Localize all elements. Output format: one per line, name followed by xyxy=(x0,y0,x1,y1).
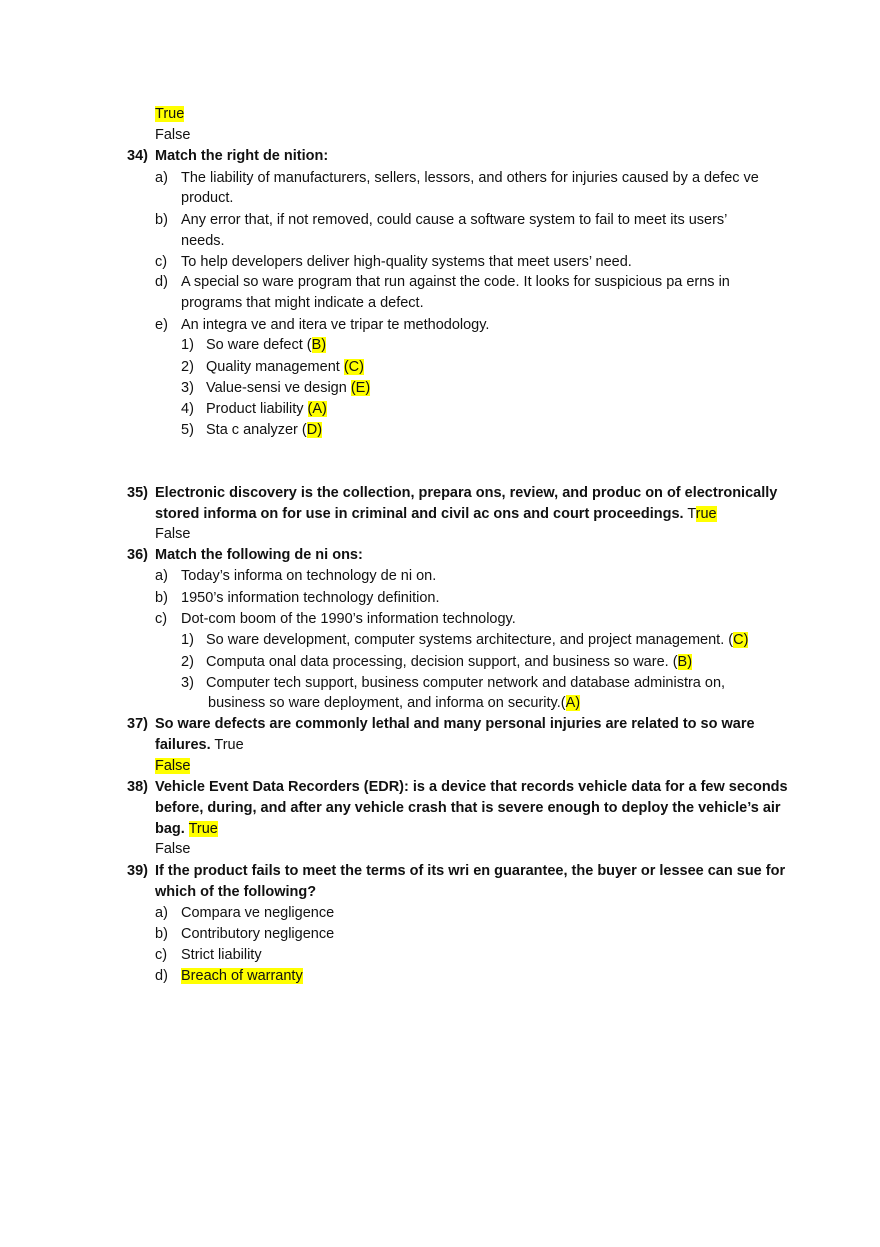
term-item: Product liability (A) xyxy=(206,401,327,417)
definition-letter: b) xyxy=(155,590,168,606)
definition-text: An integra ve and itera ve tripar te methodology. xyxy=(181,317,490,333)
option-text: Strict liability xyxy=(181,947,262,963)
option-false: False xyxy=(155,526,191,542)
option-text: Contributory negligence xyxy=(181,926,335,942)
question-34-text: Match the right de nition: xyxy=(155,148,329,164)
definition-letter: b) xyxy=(155,212,168,228)
option-false-answer: False xyxy=(155,758,191,774)
definition-text: The liability of manufacturers, sellers, lessors, and others for injuries caused by a defec ve xyxy=(181,170,759,186)
option-false: False xyxy=(155,841,191,857)
option-true-answer: True xyxy=(155,106,185,122)
definition-text: Dot-com boom of the 1990’s information technology. xyxy=(181,611,516,627)
definition-text: Today’s informa on technology de ni on. xyxy=(181,568,437,584)
option-text-answer: Breach of warranty xyxy=(181,968,303,984)
definition-letter: a) xyxy=(155,568,168,584)
definition-text-cont: needs. xyxy=(181,233,225,249)
option-letter: b) xyxy=(155,926,168,942)
question-number: 35) xyxy=(127,485,148,501)
term-number: 1) xyxy=(181,337,194,353)
term-number: 1) xyxy=(181,632,194,648)
question-38-text-end: bag. True xyxy=(155,821,218,837)
answer-highlight: D) xyxy=(306,422,323,438)
answer-highlight: (A) xyxy=(307,401,327,417)
term-number: 3) xyxy=(181,675,194,691)
term-item: Quality management (C) xyxy=(206,359,364,375)
definition-letter: c) xyxy=(155,254,168,270)
term-item: Sta c analyzer (D) xyxy=(206,422,323,438)
option-letter: c) xyxy=(155,947,168,963)
term-item: Computa onal data processing, decision support, and business so ware. (B) xyxy=(206,654,693,670)
term-item: Computer tech support, business computer network and database administra on, xyxy=(206,675,726,691)
definition-letter: e) xyxy=(155,317,168,333)
term-item-cont: business so ware deployment, and informa on security.(A) xyxy=(208,695,581,711)
term-number: 5) xyxy=(181,422,194,438)
question-39-text-cont: which of the following? xyxy=(155,884,317,900)
question-35-text: Electronic discovery is the collection, prepara ons, review, and produc on of electronically xyxy=(155,485,778,501)
question-number: 34) xyxy=(127,148,148,164)
answer-highlight: B) xyxy=(311,337,327,353)
definition-letter: a) xyxy=(155,170,168,186)
term-number: 2) xyxy=(181,359,194,375)
term-item: So ware defect (B) xyxy=(206,337,327,353)
term-number: 2) xyxy=(181,654,194,670)
question-number: 38) xyxy=(127,779,148,795)
term-item: Value-sensi ve design (E) xyxy=(206,380,371,396)
option-letter: a) xyxy=(155,905,168,921)
question-36-text: Match the following de ni ons: xyxy=(155,547,363,563)
option-text: Compara ve negligence xyxy=(181,905,335,921)
answer-highlight: B) xyxy=(677,654,693,670)
question-35-text-cont: stored informa on for use in criminal and civil ac ons and court proceedings. True xyxy=(155,506,717,522)
option-letter: d) xyxy=(155,968,168,984)
question-38-text: Vehicle Event Data Recorders (EDR): is a device that records vehicle data for a few seconds xyxy=(155,779,788,795)
question-37-text-cont: failures. True xyxy=(155,737,244,753)
definition-text: A special so ware program that run against the code. It looks for suspicious pa erns in xyxy=(181,274,730,290)
definition-letter: d) xyxy=(155,274,168,290)
answer-highlight: True xyxy=(188,821,218,837)
answer-highlight: (E) xyxy=(350,380,371,396)
definition-text: 1950’s information technology definition. xyxy=(181,590,440,606)
question-37-text: So ware defects are commonly lethal and many personal injuries are related to so ware xyxy=(155,716,755,732)
question-number: 37) xyxy=(127,716,148,732)
question-38-text-cont: before, during, and after any vehicle crash that is severe enough to deploy the vehicle’s air xyxy=(155,800,781,816)
term-number: 4) xyxy=(181,401,194,417)
definition-text: To help developers deliver high-quality systems that meet users’ need. xyxy=(181,254,632,270)
definition-letter: c) xyxy=(155,611,168,627)
definition-text-cont: programs that might indicate a defect. xyxy=(181,295,424,311)
answer-highlight: (C) xyxy=(343,359,364,375)
term-item: So ware development, computer systems architecture, and project management. (C) xyxy=(206,632,749,648)
answer-highlight: rue xyxy=(695,506,717,522)
definition-text-cont: product. xyxy=(181,190,234,206)
answer-highlight: C) xyxy=(733,632,749,648)
answer-highlight: A) xyxy=(565,695,581,711)
question-39-text: If the product fails to meet the terms of its wri en guarantee, the buyer or lessee can sue for xyxy=(155,863,786,879)
question-number: 39) xyxy=(127,863,148,879)
term-number: 3) xyxy=(181,380,194,396)
definition-text: Any error that, if not removed, could cause a software system to fail to meet its users’ xyxy=(181,212,728,228)
option-false: False xyxy=(155,127,191,143)
question-number: 36) xyxy=(127,547,148,563)
option-true: True xyxy=(210,737,244,753)
